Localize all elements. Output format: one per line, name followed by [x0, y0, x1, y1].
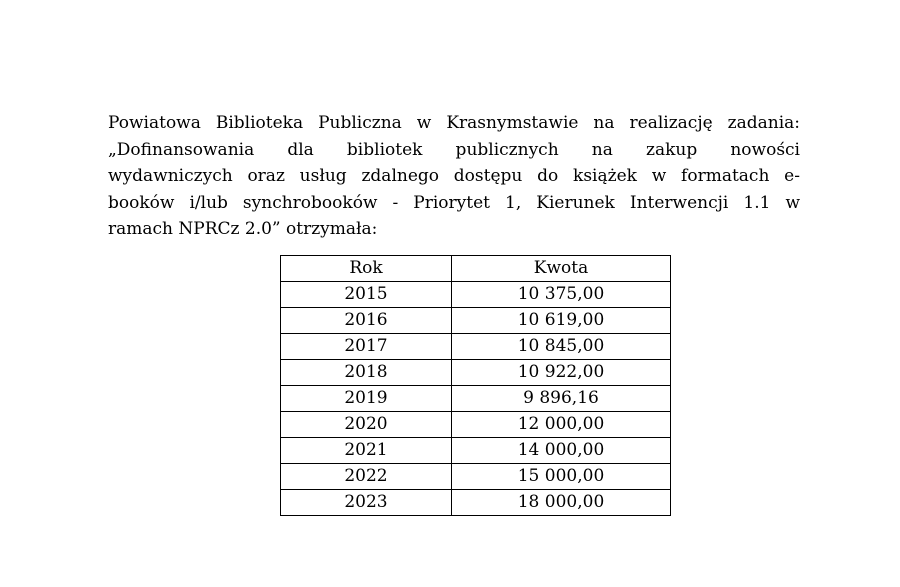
amount-cell: 10 845,00 [452, 334, 671, 360]
table-row [281, 386, 671, 412]
table-row [281, 282, 671, 308]
amount-cell: 12 000,00 [452, 412, 671, 438]
amount-cell: 10 619,00 [452, 308, 671, 334]
year-cell: 2023 [281, 490, 452, 516]
year-cell: 2015 [281, 282, 452, 308]
table-row [281, 464, 671, 490]
paragraph-line: ramach NPRCz 2.0” otrzymała: [108, 219, 378, 239]
table-row [281, 438, 671, 464]
paragraph-line: wydawniczych oraz usług zdalnego dostępu do książek w formatach e- [108, 166, 800, 186]
funding-table [280, 255, 671, 516]
table-row [281, 308, 671, 334]
table-header-row [281, 256, 671, 282]
paragraph-line: Powiatowa Biblioteka Publiczna w Krasnymstawie na realizację zadania: [108, 113, 800, 133]
table-row [281, 360, 671, 386]
amount-cell: 18 000,00 [452, 490, 671, 516]
amount-cell: 9 896,16 [452, 386, 671, 412]
amount-cell: 15 000,00 [452, 464, 671, 490]
paragraph-line: „Dofinansowania dla bibliotek publicznych na zakup nowości [108, 139, 800, 160]
amount-cell: 10 375,00 [452, 282, 671, 308]
table-row [281, 490, 671, 516]
year-cell: 2017 [281, 334, 452, 360]
year-cell: 2022 [281, 464, 452, 490]
header-year: Rok [281, 256, 452, 282]
table-row [281, 334, 671, 360]
year-cell: 2016 [281, 308, 452, 334]
year-cell: 2021 [281, 438, 452, 464]
year-cell: 2019 [281, 386, 452, 412]
header-amount: Kwota [452, 256, 671, 282]
intro-paragraph [108, 110, 800, 243]
amount-cell: 14 000,00 [452, 438, 671, 464]
table-row [281, 412, 671, 438]
year-cell: 2018 [281, 360, 452, 386]
year-cell: 2020 [281, 412, 452, 438]
amount-cell: 10 922,00 [452, 360, 671, 386]
paragraph-line: booków i/lub synchrobooków - Priorytet 1, Kierunek Interwencji 1.1 w [108, 192, 800, 213]
